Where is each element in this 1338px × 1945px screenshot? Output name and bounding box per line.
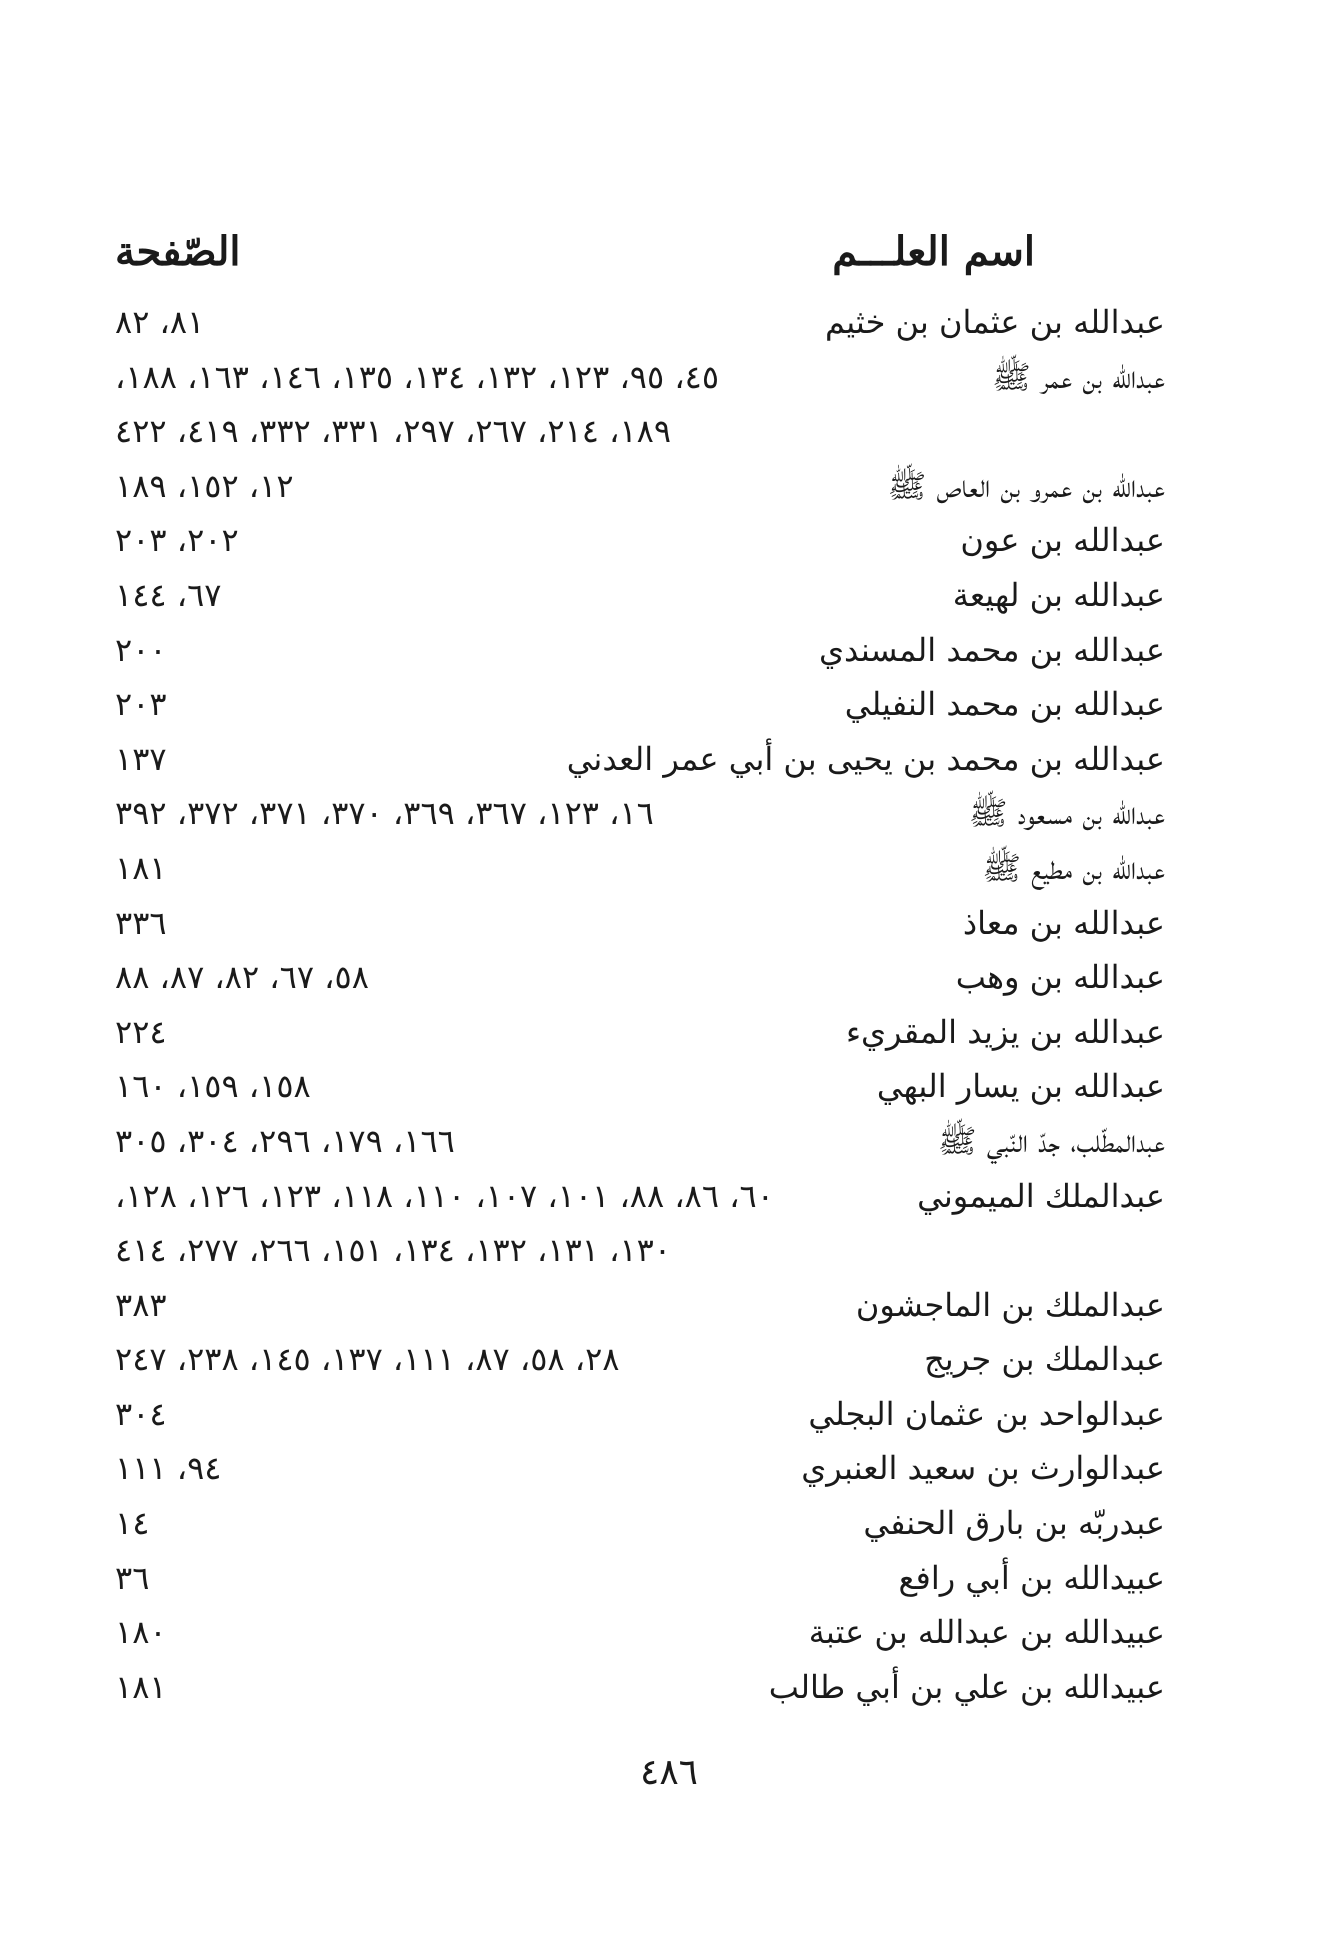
entry-pages: ٦٠، ٨٦، ٨٨، ١٠١، ١٠٧، ١١٠، ١١٨، ١٢٣، ١٢٦، ١٢٨، <box>115 1176 774 1215</box>
entry-pages: ٦٧، ١٤٤ <box>115 575 222 614</box>
name-column-heading: اسم العلـــم <box>832 228 1035 275</box>
entry-pages: ١٣٧ <box>115 739 167 778</box>
entry-pages: ١٦، ١٢٣، ٣٦٧، ٣٦٩، ٣٧٠، ٣٧١، ٣٧٢، ٣٩٢ <box>115 794 654 833</box>
index-entry-row <box>115 677 1165 732</box>
entry-pages: ٢٠٣ <box>115 685 167 724</box>
index-entry-row <box>115 459 1165 514</box>
index-entries <box>115 295 1165 1714</box>
entry-name: عبدالله بن مسعود ﷺ <box>968 794 1165 833</box>
entry-pages: ٣٨٣ <box>115 1285 167 1324</box>
entry-name: عبدالواحد بن عثمان البجلي <box>808 1394 1165 1433</box>
page-number: ٤٨٦ <box>639 1752 698 1793</box>
entry-name: عبيدالله بن عبدالله بن عتبة <box>808 1613 1165 1652</box>
entry-pages: ٥٨، ٦٧، ٨٢، ٨٧، ٨٨ <box>115 958 369 997</box>
entry-name: عبدالله بن محمد النفيلي <box>844 685 1165 724</box>
index-entry-row <box>115 841 1165 896</box>
index-entry-row <box>115 950 1165 1005</box>
entry-name: عبدالله بن عثمان بن خثيم <box>824 303 1165 341</box>
entry-name: عبدالله بن عون <box>960 521 1165 560</box>
index-entry-row <box>115 404 1165 459</box>
entry-name: عبدالمطّلب، جدّ النّبي ﷺ <box>937 1121 1165 1160</box>
index-entry-row <box>115 1551 1165 1606</box>
entry-pages: ١٨٠ <box>115 1613 167 1652</box>
entry-pages: ١٣٠، ١٣١، ١٣٢، ١٣٤، ١٥١، ٢٦٦، ٢٧٧، ٤١٤ <box>115 1231 671 1270</box>
entry-pages: ١٨١ <box>115 1667 167 1706</box>
entry-pages: ١٤ <box>115 1504 150 1543</box>
entry-name: عبيدالله بن أبي رافع <box>898 1558 1165 1597</box>
index-entry-row <box>115 295 1165 350</box>
entry-name: عبدالله بن عمر ﷺ <box>992 357 1165 396</box>
entry-pages: ١٨١ <box>115 848 167 887</box>
entry-pages: ٣٣٦ <box>115 903 167 942</box>
index-entry-row <box>115 1223 1165 1278</box>
index-entry-row <box>115 1496 1165 1551</box>
entry-pages: ٢٠٢، ٢٠٣ <box>115 521 239 560</box>
entry-pages: ١٦٦، ١٧٩، ٢٩٦، ٣٠٤، ٣٠٥ <box>115 1121 455 1160</box>
entry-pages: ٤٥، ٩٥، ١٢٣، ١٣٢، ١٣٤، ١٣٥، ١٤٦، ١٦٣، ١٨٨، <box>115 357 720 396</box>
page-column-heading: الصّفحة <box>115 228 241 275</box>
entry-pages: ١٢، ١٥٢، ١٨٩ <box>115 466 294 505</box>
index-entry-row <box>115 732 1165 787</box>
index-entry-row <box>115 1332 1165 1387</box>
entry-name: عبدالله بن لهيعة <box>952 575 1165 614</box>
entry-name: عبدالله بن مطيع ﷺ <box>982 848 1165 887</box>
entry-name: عبدالله بن يسار البهي <box>876 1067 1165 1106</box>
entry-name: عبيدالله بن علي بن أبي طالب <box>768 1667 1165 1706</box>
index-entry-row <box>115 1441 1165 1496</box>
entry-name: عبدالملك بن الماجشون <box>855 1285 1165 1324</box>
entry-pages: ٣٦ <box>115 1558 150 1597</box>
index-entry-row <box>115 1660 1165 1715</box>
entry-pages: ٢٢٤ <box>115 1012 167 1051</box>
entry-name: عبدالوارث بن سعيد العنبري <box>801 1449 1165 1488</box>
entry-name: عبدالملك بن جريج <box>924 1340 1165 1379</box>
entry-name: عبدالله بن يزيد المقريء <box>845 1012 1165 1051</box>
index-entry-row <box>115 1114 1165 1169</box>
index-entry-row <box>115 1005 1165 1060</box>
entry-name: عبدالله بن محمد المسندي <box>819 630 1165 669</box>
index-entry-row <box>115 1278 1165 1333</box>
entry-name: عبدالله بن محمد بن يحيى بن أبي عمر العدني <box>566 739 1165 778</box>
entry-pages: ١٨٩، ٢١٤، ٢٦٧، ٢٩٧، ٣٣١، ٣٣٢، ٤١٩، ٤٢٢ <box>115 412 671 451</box>
entry-pages: ٢٨، ٥٨، ٨٧، ١١١، ١٣٧، ١٤٥، ٢٣٨، ٢٤٧ <box>115 1340 620 1379</box>
column-header <box>115 228 1165 288</box>
index-entry-row <box>115 896 1165 951</box>
index-entry-row <box>115 513 1165 568</box>
entry-pages: ١٥٨، ١٥٩، ١٦٠ <box>115 1067 311 1106</box>
index-entry-row <box>115 350 1165 405</box>
entry-name: عبدالملك الميموني <box>917 1176 1165 1215</box>
entry-name: عبدربّه بن بارق الحنفي <box>863 1504 1165 1543</box>
index-entry-row <box>115 1387 1165 1442</box>
index-entry-row <box>115 1169 1165 1224</box>
entry-name: عبدالله بن معاذ <box>962 903 1165 942</box>
index-entry-row <box>115 623 1165 678</box>
index-entry-row <box>115 1605 1165 1660</box>
index-entry-row <box>115 1059 1165 1114</box>
entry-pages: ٨١، ٨٢ <box>115 303 205 341</box>
index-entry-row <box>115 786 1165 841</box>
entry-name: عبدالله بن وهب <box>955 958 1165 997</box>
entry-name: عبدالله بن عمرو بن العاص ﷺ <box>887 466 1165 505</box>
entry-pages: ٣٠٤ <box>115 1394 167 1433</box>
entry-pages: ٩٤، ١١١ <box>115 1449 222 1488</box>
entry-pages: ٢٠٠ <box>115 630 167 669</box>
index-entry-row <box>115 568 1165 623</box>
